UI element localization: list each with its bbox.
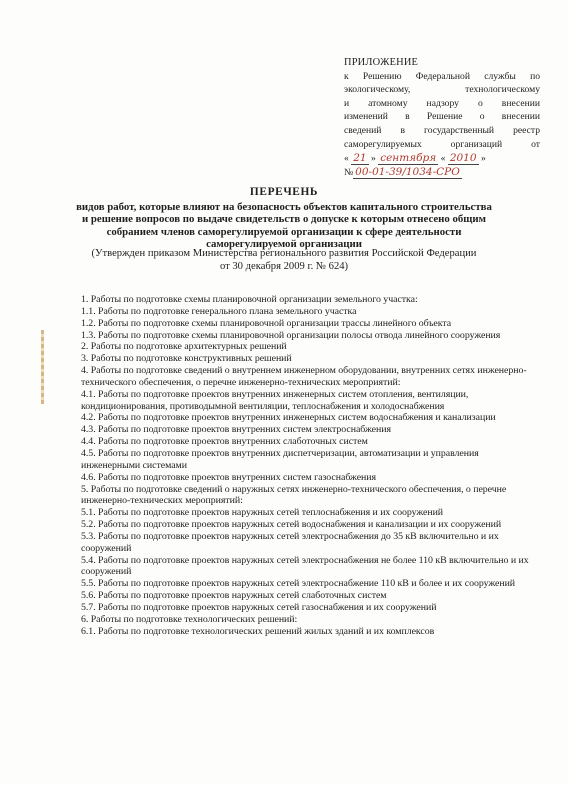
list-item: 2. Работы по подготовке архитектурных решений (81, 341, 287, 353)
list-item: 5.5. Работы по подготовке проектов наружных сетей электроснабжение 110 кВ и более и их сооружений (81, 578, 516, 590)
list-item: 5.4. Работы по подготовке проектов наружных сетей электроснабжения не более 110 кВ включительно и их сооружений (81, 554, 529, 578)
appendix-number (344, 166, 540, 180)
approval-line: (Утвержден приказом Министерства регионального развития Российской Федерации (91, 248, 477, 259)
approval-note (60, 248, 508, 273)
appendix-heading: ПРИЛОЖЕНИЕ (344, 57, 419, 68)
date-day: 21 (353, 152, 367, 165)
appendix-line: экологическому, технологическому (344, 84, 540, 96)
title-line: и решение вопросов по выдаче свидетельств о допуске к которым отнесено общим (82, 213, 486, 226)
list-item: 1. Работы по подготовке схемы планировочной организации земельного участка: (81, 294, 418, 305)
list-item: 5.3. Работы по подготовке проектов наружных сетей электроснабжения до 35 кВ включительно и их сооружений (81, 530, 499, 554)
appendix-line: изменений в Решение о внесении (344, 111, 540, 123)
date-year: 2010 (449, 152, 477, 165)
list-item: 1.2. Работы по подготовке схемы планировочной организации трассы линейного объекта (81, 317, 452, 329)
appendix-line: к Решению Федеральной службы по (344, 70, 540, 82)
appendix-line: саморегулируемых организаций от (344, 138, 540, 150)
appendix-line: сведений в государственный реестр (344, 124, 540, 136)
list-item: 4.1. Работы по подготовке проектов внутренних инженерных систем отопления, вентиляции, кондиционирования, противодымной вентиляции, теплоснабжения и холодоснабжения (81, 388, 469, 412)
title-word: ПЕРЕЧЕНЬ (249, 186, 319, 198)
title-line: собранием членов саморегулируемой организации к сфере деятельности (106, 225, 462, 238)
list-item: 4.5. Работы по подготовке проектов внутренних диспетчеризации, автоматизации и управления инженерными системами (81, 447, 479, 471)
number-prefix: № (344, 166, 354, 178)
date-open-quote: « (344, 153, 349, 165)
title-line: саморегулируемой организации (206, 238, 362, 251)
list-item: 5.6. Работы по подготовке проектов наружных сетей слаботочных систем (81, 590, 387, 602)
appendix-date (344, 152, 540, 166)
list-item: 5.2. Работы по подготовке проектов наружных сетей водоснабжения и канализации и их сооружений (81, 519, 502, 531)
date-mid-quote: » (370, 153, 376, 165)
list-item: 6.1. Работы по подготовке технологических решений жилых зданий и их комплексов (81, 625, 435, 637)
list-item: 4. Работы по подготовке сведений о внутреннем инженерном оборудовании, внутренних сетях инженерно-технического обеспечения, о перечне инженерно-технических мероприятий: (81, 365, 527, 388)
title-line: видов работ, которые влияют на безопасность объектов капитального строительства (76, 200, 492, 213)
date-close-quote: » (480, 153, 486, 165)
list-item: 5.7. Работы по подготовке проектов наружных сетей газоснабжения и их сооружений (81, 601, 437, 613)
list-item: 6. Работы по подготовке технологических решений: (81, 613, 298, 625)
document-title (58, 186, 510, 251)
appendix-line: и атомному надзору о внесении (344, 97, 540, 109)
list-item: 4.6. Работы по подготовке проектов внутренних систем газоснабжения (81, 471, 376, 483)
list-item: 4.4. Работы по подготовке проектов внутренних слаботочных систем (81, 436, 368, 448)
list-item: 1.3. Работы по подготовке схемы планировочной организации полосы отвода линейного сооружения (81, 329, 501, 341)
work-types-list (81, 294, 529, 637)
list-item: 5.1. Работы по подготовке проектов наружных сетей теплоснабжения и их сооружений (81, 507, 444, 519)
margin-staple-mark (41, 330, 44, 404)
approval-line: от 30 декабря 2009 г. № 624) (219, 260, 349, 272)
date-month: сентября (380, 152, 437, 165)
list-item: 4.3. Работы по подготовке проектов внутренних систем электроснабжения (81, 424, 391, 436)
list-item: 5. Работы по подготовке сведений о наружных сетях инженерно-технического обеспечения, о перечне инженерно-технических мероприятий: (81, 483, 507, 507)
list-item: 1.1. Работы по подготовке генерального плана земельного участка (81, 305, 357, 317)
number-value: 00-01-39/1034-СРО (355, 165, 460, 178)
appendix-block (344, 56, 540, 179)
list-item: 3. Работы по подготовке конструктивных решений (81, 353, 292, 365)
list-item: 4.2. Работы по подготовке проектов внутренних инженерных систем водоснабжения и канализации (81, 412, 496, 424)
date-year-open-quote: « (440, 153, 446, 165)
